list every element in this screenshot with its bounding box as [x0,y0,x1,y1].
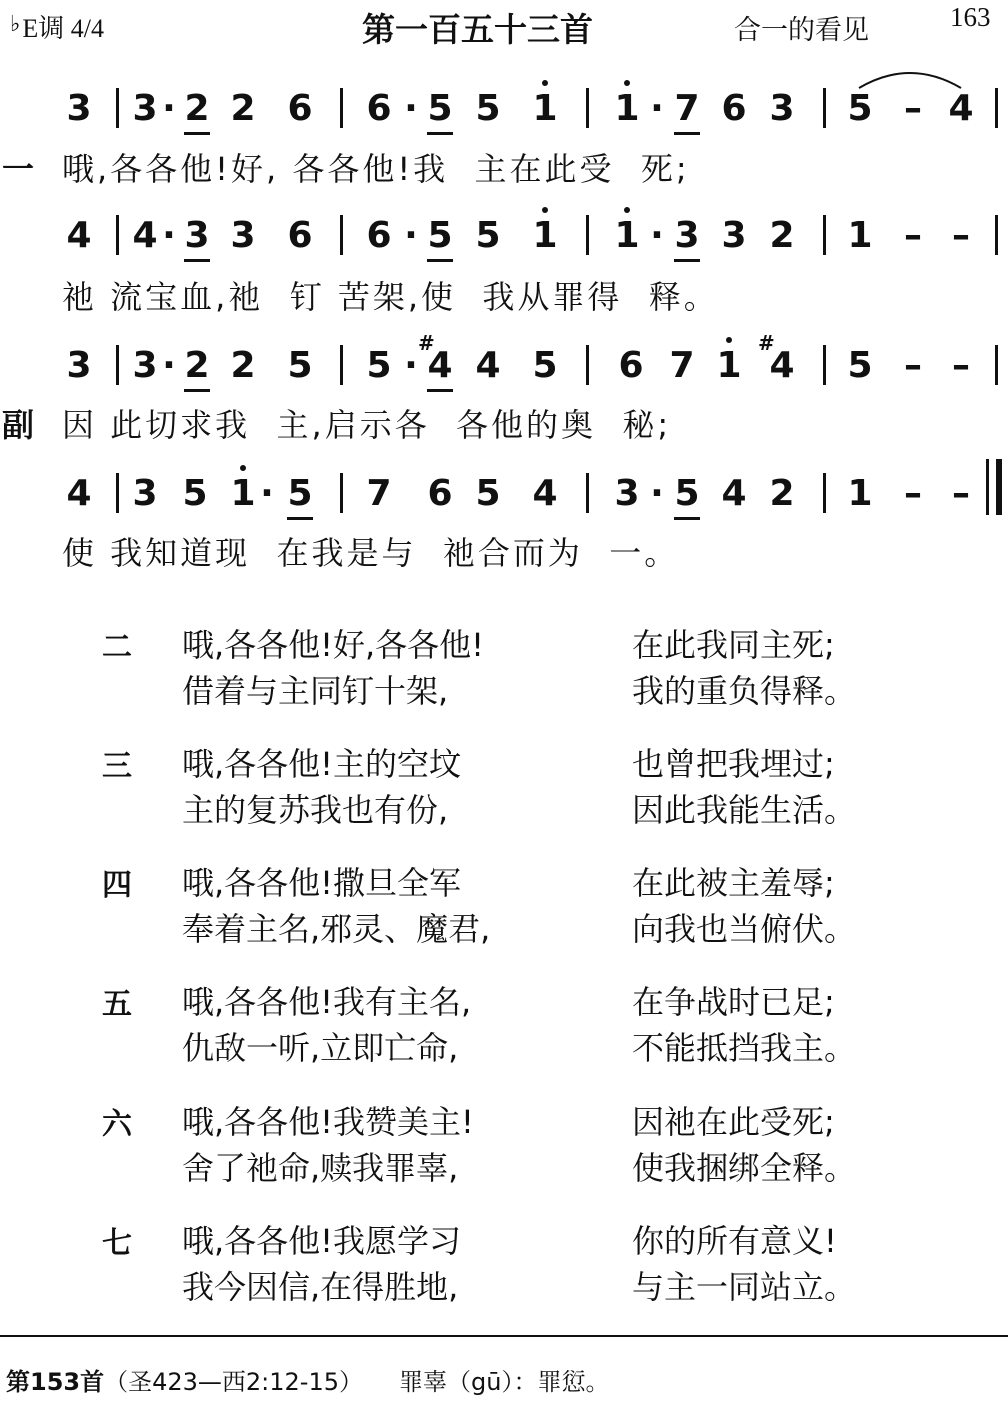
scripture-reference: （圣423—西2:12-15） [104,1368,364,1396]
verse-text: 主的复苏我也有份, [182,791,449,829]
verse-text: 奉着主名,邪灵、魔君, [182,910,491,948]
verse-text: 仇敌一听,立即亡命, [182,1029,459,1067]
lyric-line-4: 使 我知道现 在我是与 祂合而为 一。 [62,534,680,572]
verse-text: 与主一同站立。 [632,1268,857,1306]
verse-text: 哦,各各他!好,各各他! [182,626,485,664]
glossary-note: 罪辜（gū）：罪愆。 [399,1368,610,1396]
verse-text: 我今因信,在得胜地, [182,1268,459,1306]
score-line-2: 4 4 · 3 3 6 6 · 5 5 1 1 · 3 3 2 1 – – [0,215,1008,259]
verse-text: 哦,各各他!我有主名, [182,983,472,1021]
verse-text: 在此被主羞辱; [632,864,835,902]
verse-text: 向我也当俯伏。 [632,910,857,948]
score-line-1: 3 3 · 2 2 6 6 · 5 5 1 1 · 7 6 3 5 – 4 [0,88,1008,132]
verse-text: 也曾把我埋过; [632,745,835,783]
verse-text: 在争战时已足; [632,983,835,1021]
verse-text: 不能抵挡我主。 [632,1029,857,1067]
page-number: 163 [950,2,991,32]
verse-number: 三 [102,749,132,784]
verse-text: 哦,各各他!我赞美主! [182,1103,474,1141]
verse-number: 四 [102,868,132,903]
verse-text: 哦,各各他!主的空坟 [182,745,462,783]
verse-index-1: 一 [2,150,35,188]
hymn-subtitle: 合一的看见 [734,15,869,46]
footer-divider [0,1335,1008,1337]
verse-number: 六 [102,1107,132,1142]
verse-text: 你的所有意义! [632,1222,837,1260]
lyric-line-3: 因 此切求我 主,启示各 各他的奥 秘; [62,406,672,444]
verse-text: 借着与主同钉十架, [182,672,449,710]
hymn-reference-number: 第153首 [6,1368,105,1396]
chorus-index: 副 [2,406,35,444]
verse-text: 使我捆绑全释。 [632,1149,857,1187]
page-title: 第一百五十三首 [362,10,593,49]
verse-text: 哦,各各他!撒旦全军 [182,864,462,902]
verse-number: 五 [102,987,132,1022]
verse-text: 因祂在此受死; [632,1103,835,1141]
verse-text: 因此我能生活。 [632,791,857,829]
lyric-line-1: 哦,各各他!好, 各各他!我 主在此受 死; [62,150,690,188]
key-signature: ♭E调 4/4 [10,11,104,43]
verse-number: 七 [102,1226,132,1261]
verse-text: 舍了祂命,赎我罪辜, [182,1149,459,1187]
verse-text: 在此我同主死; [632,626,835,664]
verse-text: 哦,各各他!我愿学习 [182,1222,462,1260]
lyric-line-2: 祂 流宝血,祂 钉 苦架,使 我从罪得 释。 [62,278,719,316]
flat-symbol: ♭ [10,11,21,36]
tie-arc [855,66,965,90]
footer-note [6,1362,609,1397]
verse-text: 我的重负得释。 [632,672,857,710]
score-line-4: 4 3 5 1 · 5 7 6 5 4 3 · 5 4 2 1 – – [0,473,1008,517]
score-line-3: 3 3 · 2 2 5 5 · # 4 4 5 6 7 1 # 4 5 – – [0,345,1008,389]
verse-number: 二 [102,630,132,665]
